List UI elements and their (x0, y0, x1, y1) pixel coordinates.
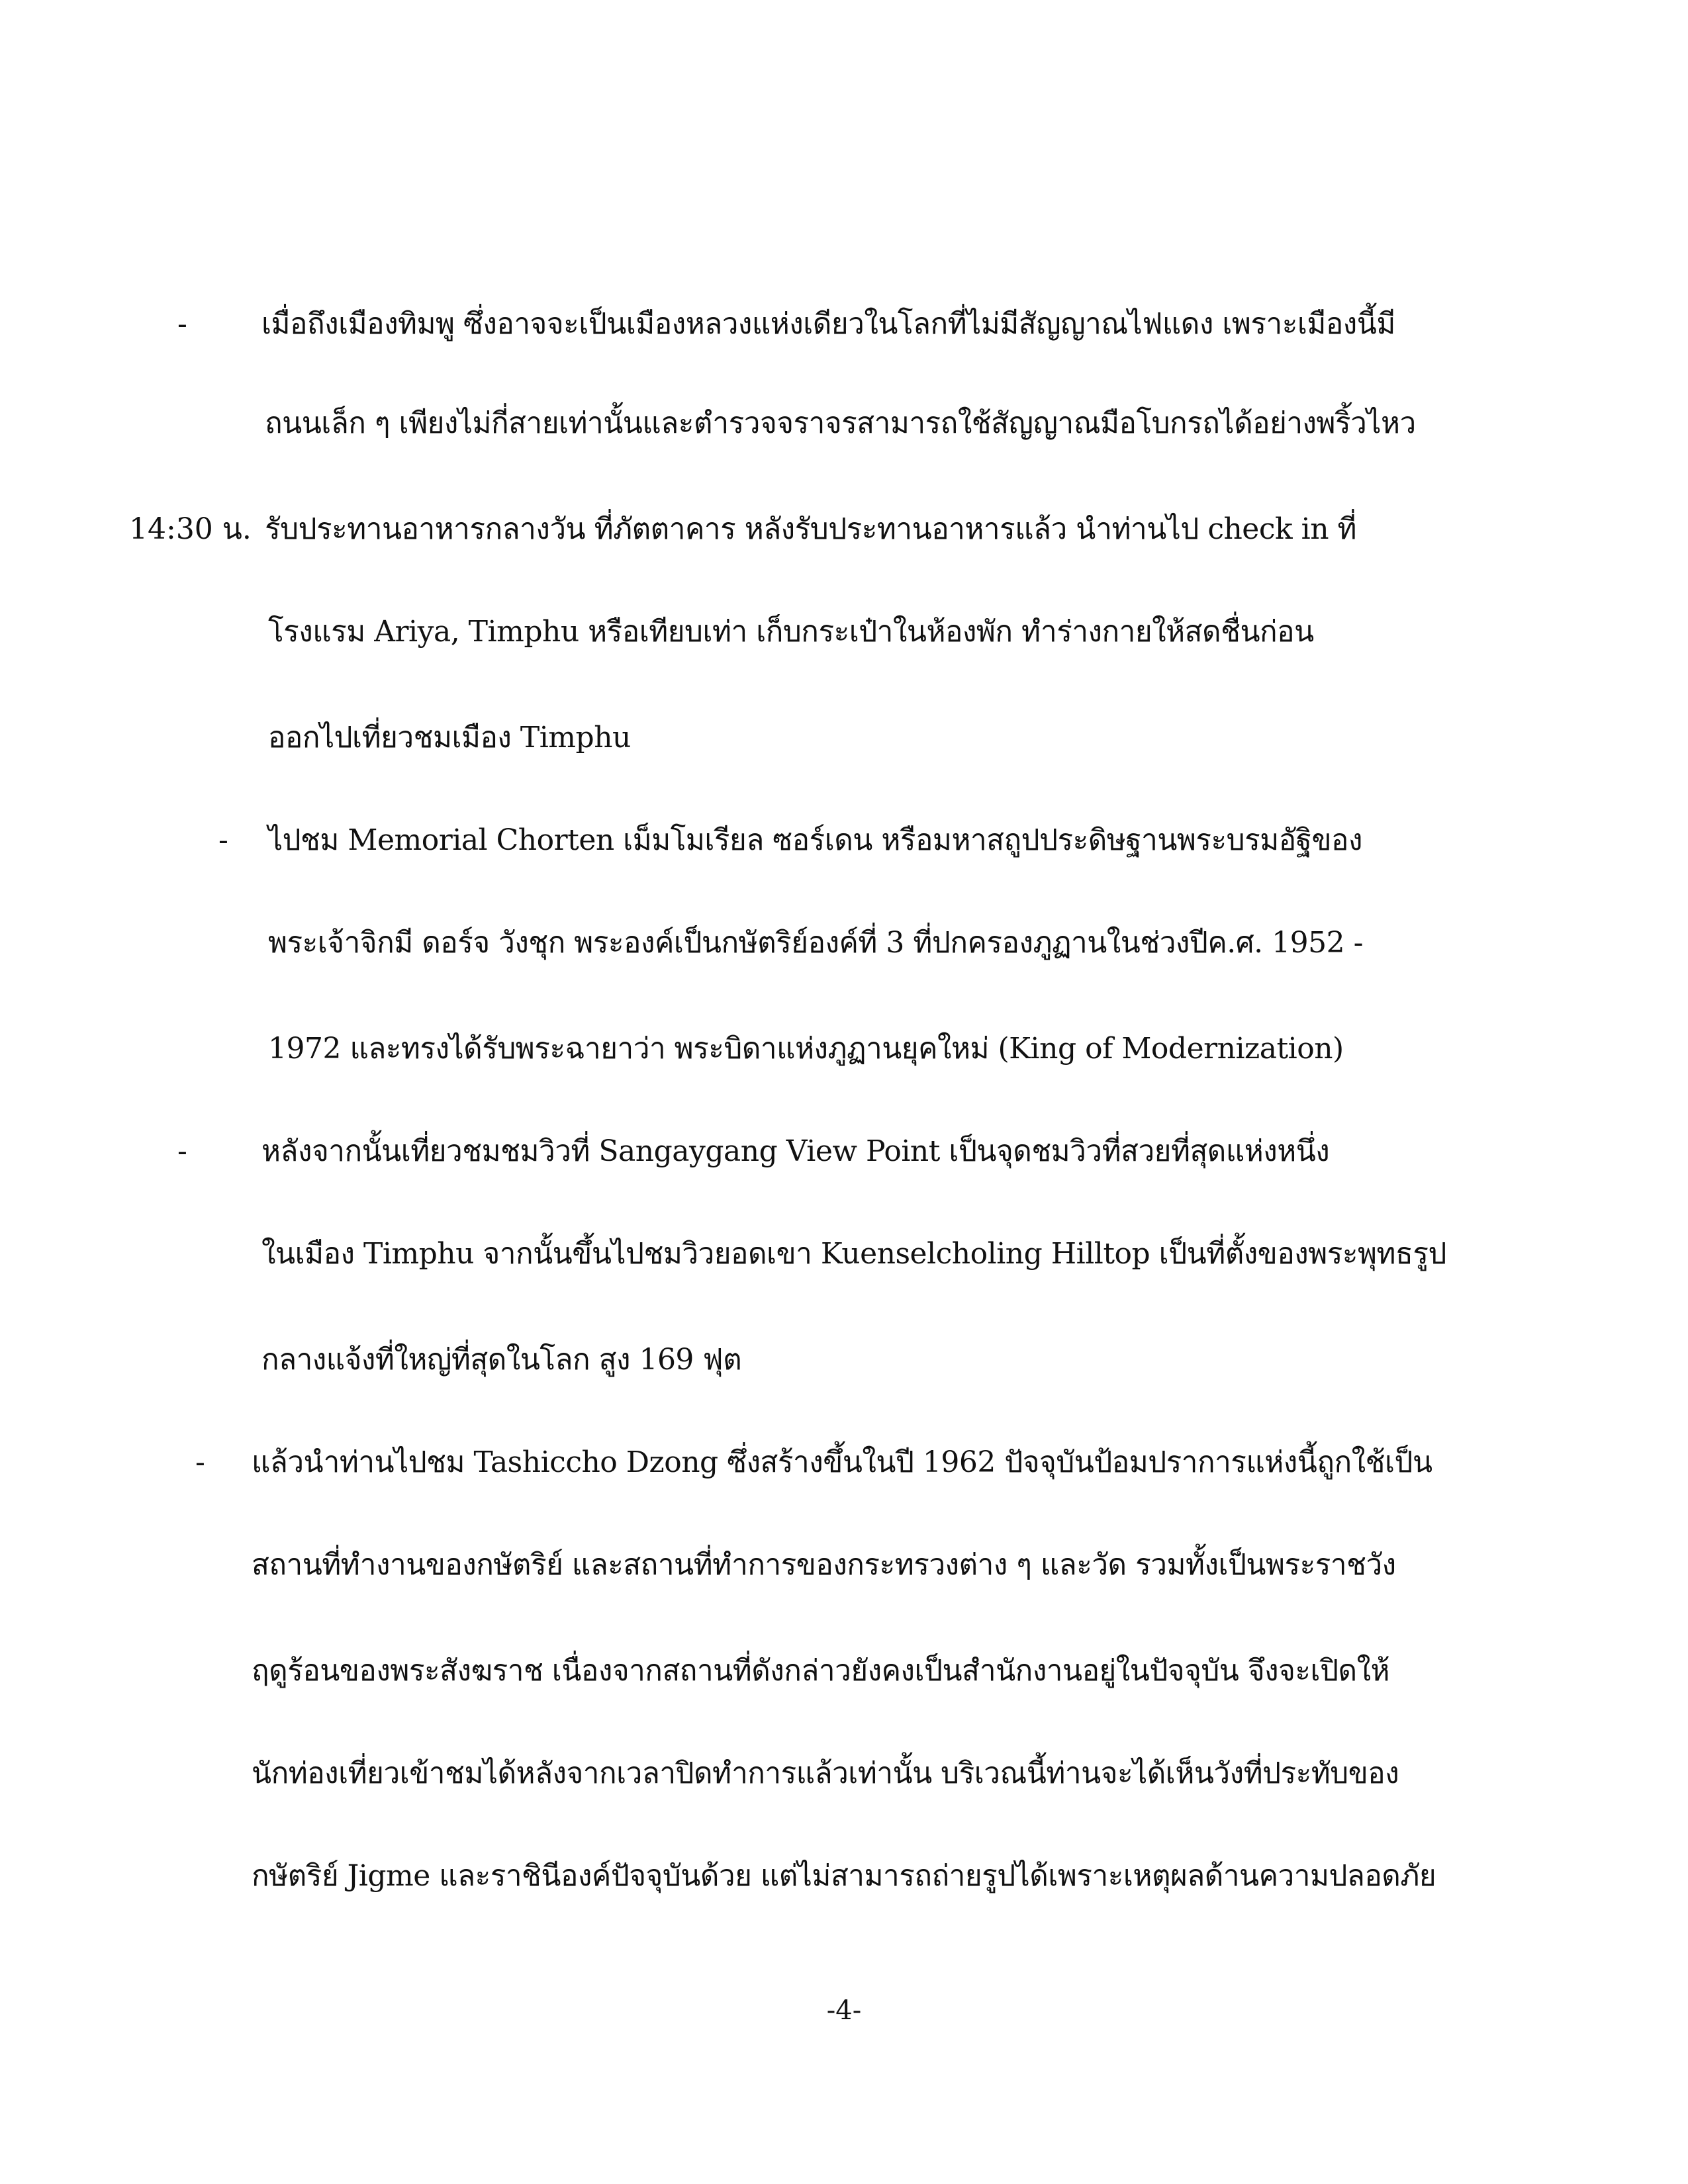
text-line: กลางแจ้งที่ใหญ่ที่สุดในโลก สูง 169 ฟุต (261, 1343, 742, 1377)
bullet-dash: - (177, 1134, 187, 1168)
text-line: กษัตริย์ Jigme และราชินีองค์ปัจจุบันด้วย แต่ไม่สามารถถ่ายรูปได้เพราะเหตุผลด้านความปลอดภัย (252, 1859, 1436, 1893)
text-line: ไปชม Memorial Chorten เม็มโมเรียล ซอร์เดน หรือมหาสถูปประดิษฐานพระบรมอัฐิของ (268, 823, 1362, 857)
text-line: พระเจ้าจิกมี ดอร์จ วังชุก พระองค์เป็นกษัตริย์องค์ที่ 3 ที่ปกครองภูฏานในช่วงปีค.ศ. 1952 - (268, 926, 1363, 960)
text-line: หลังจากนั้นเที่ยวชมชมวิวที่ Sangaygang View Point เป็นจุดชมวิวที่สวยที่สุดแห่งหนึ่ง (261, 1134, 1330, 1168)
bullet-dash: - (218, 823, 228, 857)
text-line: ฤดูร้อนของพระสังฆราช เนื่องจากสถานที่ดังกล่าวยังคงเป็นสำนักงานอยู่ในปัจจุบัน จึงจะเปิดให้ (252, 1654, 1390, 1688)
text-line: สถานที่ทำงานของกษัตริย์ และสถานที่ทำการของกระทรวงต่าง ๆ และวัด รวมทั้งเป็นพระราชวัง (252, 1548, 1396, 1582)
bullet-dash: - (195, 1445, 205, 1479)
text-line: 1972 และทรงได้รับพระฉายาว่า พระบิดาแห่งภูฏานยุคใหม่ (King of Modernization) (268, 1032, 1344, 1066)
text-line: รับประทานอาหารกลางวัน ที่ภัตตาคาร หลังรับประทานอาหารแล้ว นำท่านไป check in ที่ (265, 512, 1357, 546)
page-number: -4- (826, 1995, 862, 2026)
time-marker: 14:30 น. (129, 512, 252, 546)
text-line: ถนนเล็ก ๆ เพียงไม่กี่สายเท่านั้นและตำรวจจราจรสามารถใช้สัญญาณมือโบกรถได้อย่างพริ้วไหว (265, 406, 1416, 440)
text-line: แล้วนำท่านไปชม Tashiccho Dzong ซึ่งสร้างขึ้นในปี 1962 ปัจจุบันป้อมปราการแห่งนี้ถูกใช้เป็น (252, 1445, 1432, 1479)
text-line: นักท่องเที่ยวเข้าชมได้หลังจากเวลาปิดทำการแล้วเท่านั้น บริเวณนี้ท่านจะได้เห็นวังที่ประทับของ (252, 1756, 1399, 1790)
text-line: เมื่อถึงเมืองทิมพู ซึ่งอาจจะเป็นเมืองหลวงแห่งเดียวในโลกที่ไม่มีสัญญาณไฟแดง เพราะเมืองนี้มี (261, 307, 1395, 341)
text-line: โรงแรม Ariya, Timphu หรือเทียบเท่า เก็บกระเป๋าในห้องพัก ทำร่างกายให้สดชื่นก่อน (268, 615, 1314, 649)
text-line: ออกไปเที่ยวชมเมือง Timphu (268, 721, 631, 754)
bullet-dash: - (177, 307, 187, 341)
text-line: ในเมือง Timphu จากนั้นขึ้นไปชมวิวยอดเขา Kuenselcholing Hilltop เป็นที่ตั้งของพระพุทธรูป (261, 1237, 1446, 1271)
